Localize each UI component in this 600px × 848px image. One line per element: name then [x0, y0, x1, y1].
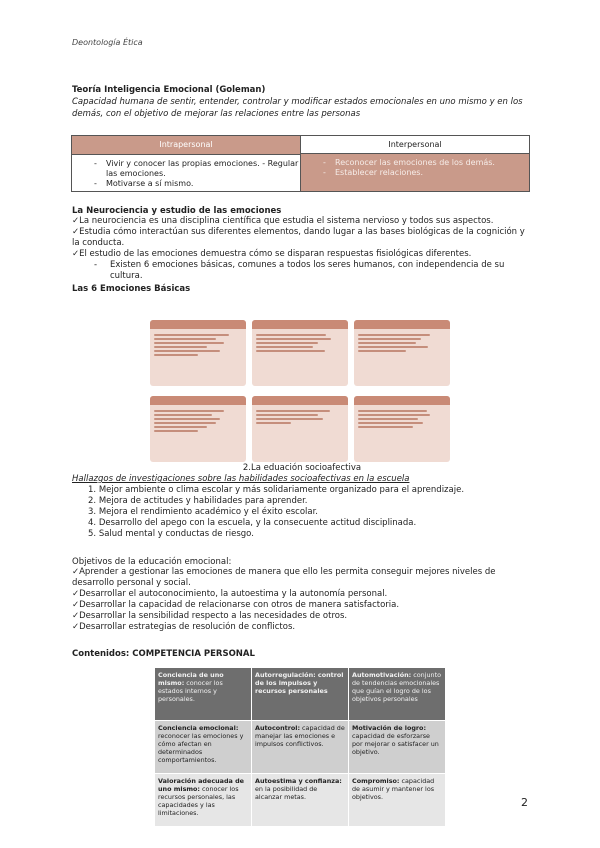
competence-cell: Valoración adecuada de uno mismo: conocer los recursos personales, las capacidades y las limitaciones.: [155, 774, 251, 826]
competence-cell: Automotivación: conjunto de tendencias emocionales que guían el logro de los objetivos personales: [349, 668, 445, 720]
objective-point: ✓Desarrollar el autoconocimiento, la autoestima y la autonomía personal.: [72, 589, 388, 599]
competence-cell: Autocontrol: capacidad de manejar las emociones e impulsos conflictivos.: [252, 721, 348, 773]
competence-cell: Compromiso: capacidad de asumir y mantener los objetivos.: [349, 774, 445, 826]
list-item: - Reconocer las emociones de los demás.: [323, 158, 529, 168]
intrapersonal-header: Intrapersonal: [72, 136, 301, 154]
list-item: - Vivir y conocer las propias emociones. - Regular las emociones.: [94, 159, 300, 179]
emotion-card: [252, 396, 348, 462]
objective-point: ✓Desarrollar estrategias de resolución de conflictos.: [72, 622, 296, 632]
intrapersonal-cell: [72, 154, 301, 191]
socio-list: 1. Mejor ambiente o clima escolar y más solidariamente organizado para el aprendizaje. 2. Mejora de actitudes y habilidades para aprender. 3. Mejora el rendimiento académico y el éxito escolar. 4. Desarrollo del apego con la escuela, y la consecuente actitud disciplinada. 5. Salud mental y conductas de riesgo.: [88, 485, 465, 539]
socio-section: [72, 463, 532, 540]
basic-emotions-heading: Las 6 Emociones Básicas: [72, 284, 191, 294]
definition-text: Capacidad humana de sentir, entender, controlar y modificar estados emocionales en uno mismo y en los demás, con el objetivo de mejorar las relaciones entre las personas: [72, 97, 523, 119]
list-item: Salud mental y conductas de riesgo.: [98, 529, 254, 539]
competence-cell: Conciencia emocional: reconocer las emociones y cómo afectan en determinados comportamientos.: [155, 721, 251, 773]
objective-point: ✓Desarrollar la capacidad de relacionarse con otros de manera satisfactoria.: [72, 600, 400, 610]
objective-point: ✓Desarrollar la sensibilidad respecto a las necesidades de otros.: [72, 611, 348, 621]
contents-heading: Contenidos: COMPETENCIA PERSONAL: [72, 649, 255, 659]
list-item: Mejora de actitudes y habilidades para aprender.: [98, 496, 308, 506]
neuro-section: [72, 206, 532, 294]
interpersonal-cell: [301, 154, 529, 191]
emotion-card: [252, 320, 348, 386]
socio-heading: 2.La eduación socioafectiva: [242, 463, 362, 473]
neuro-point: ✓La neurociencia es una disciplina científica que estudia el sistema nervioso y todos sus aspectos.: [72, 216, 494, 226]
competence-table: [155, 668, 445, 826]
competence-cell: Autorregulación: control de los impulsos y recursos personales: [252, 668, 348, 720]
interpersonal-header: Interpersonal: [301, 136, 529, 154]
page-header: Deontología Ética: [72, 38, 143, 47]
socio-subheading: Hallazgos de investigaciones sobre las habilidades socioafectivas en la escuela: [72, 474, 410, 484]
emotion-card: [150, 320, 246, 386]
emotion-card: [354, 396, 450, 462]
emotion-card: [150, 396, 246, 462]
neuro-heading: La Neurociencia y estudio de las emociones: [72, 206, 282, 216]
list-item: Mejora el rendimiento académico y el éxito escolar.: [98, 507, 319, 517]
objectives-heading: Objetivos de la educación emocional:: [72, 557, 232, 567]
neuro-point: ✓El estudio de las emociones demuestra cómo se disparan respuestas fisiológicas diferentes.: [72, 249, 472, 259]
section-title: Teoría Inteligencia Emocional (Goleman): [72, 85, 266, 95]
objective-point: ✓Aprender a gestionar las emociones de manera que ello les permita conseguir mejores niveles de desarrollo personal y social.: [72, 567, 496, 588]
list-item: - Motivarse a sí mismo.: [94, 179, 300, 189]
list-item: Mejor ambiente o clima escolar y más solidariamente organizado para el aprendizaje.: [98, 485, 465, 495]
basic-emotions-figure: [150, 320, 460, 470]
competence-cell: Autoestima y confianza: en la posibilidad de alcanzar metas.: [252, 774, 348, 826]
emotion-card: [354, 320, 450, 386]
page-number: 2: [521, 796, 528, 809]
competence-cell: Conciencia de uno mismo: conocer los estados internos y personales.: [155, 668, 251, 720]
intra-inter-table: [71, 135, 530, 192]
neuro-point: ✓Estudia cómo interactúan sus diferentes elementos, dando lugar a las bases biológicas de la cognición y la conducta.: [72, 227, 525, 248]
neuro-subpoint: - Existen 6 emociones básicas, comunes a todos los seres humanos, con independencia de su cultura.: [94, 260, 532, 282]
list-item: - Establecer relaciones.: [323, 168, 529, 178]
list-item: Desarrollo del apego con la escuela, y la consecuente actitud disciplinada.: [98, 518, 417, 528]
competence-cell: Motivación de logro: capacidad de esforzarse por mejorar o satisfacer un objetivo.: [349, 721, 445, 773]
objectives-section: [72, 557, 532, 633]
